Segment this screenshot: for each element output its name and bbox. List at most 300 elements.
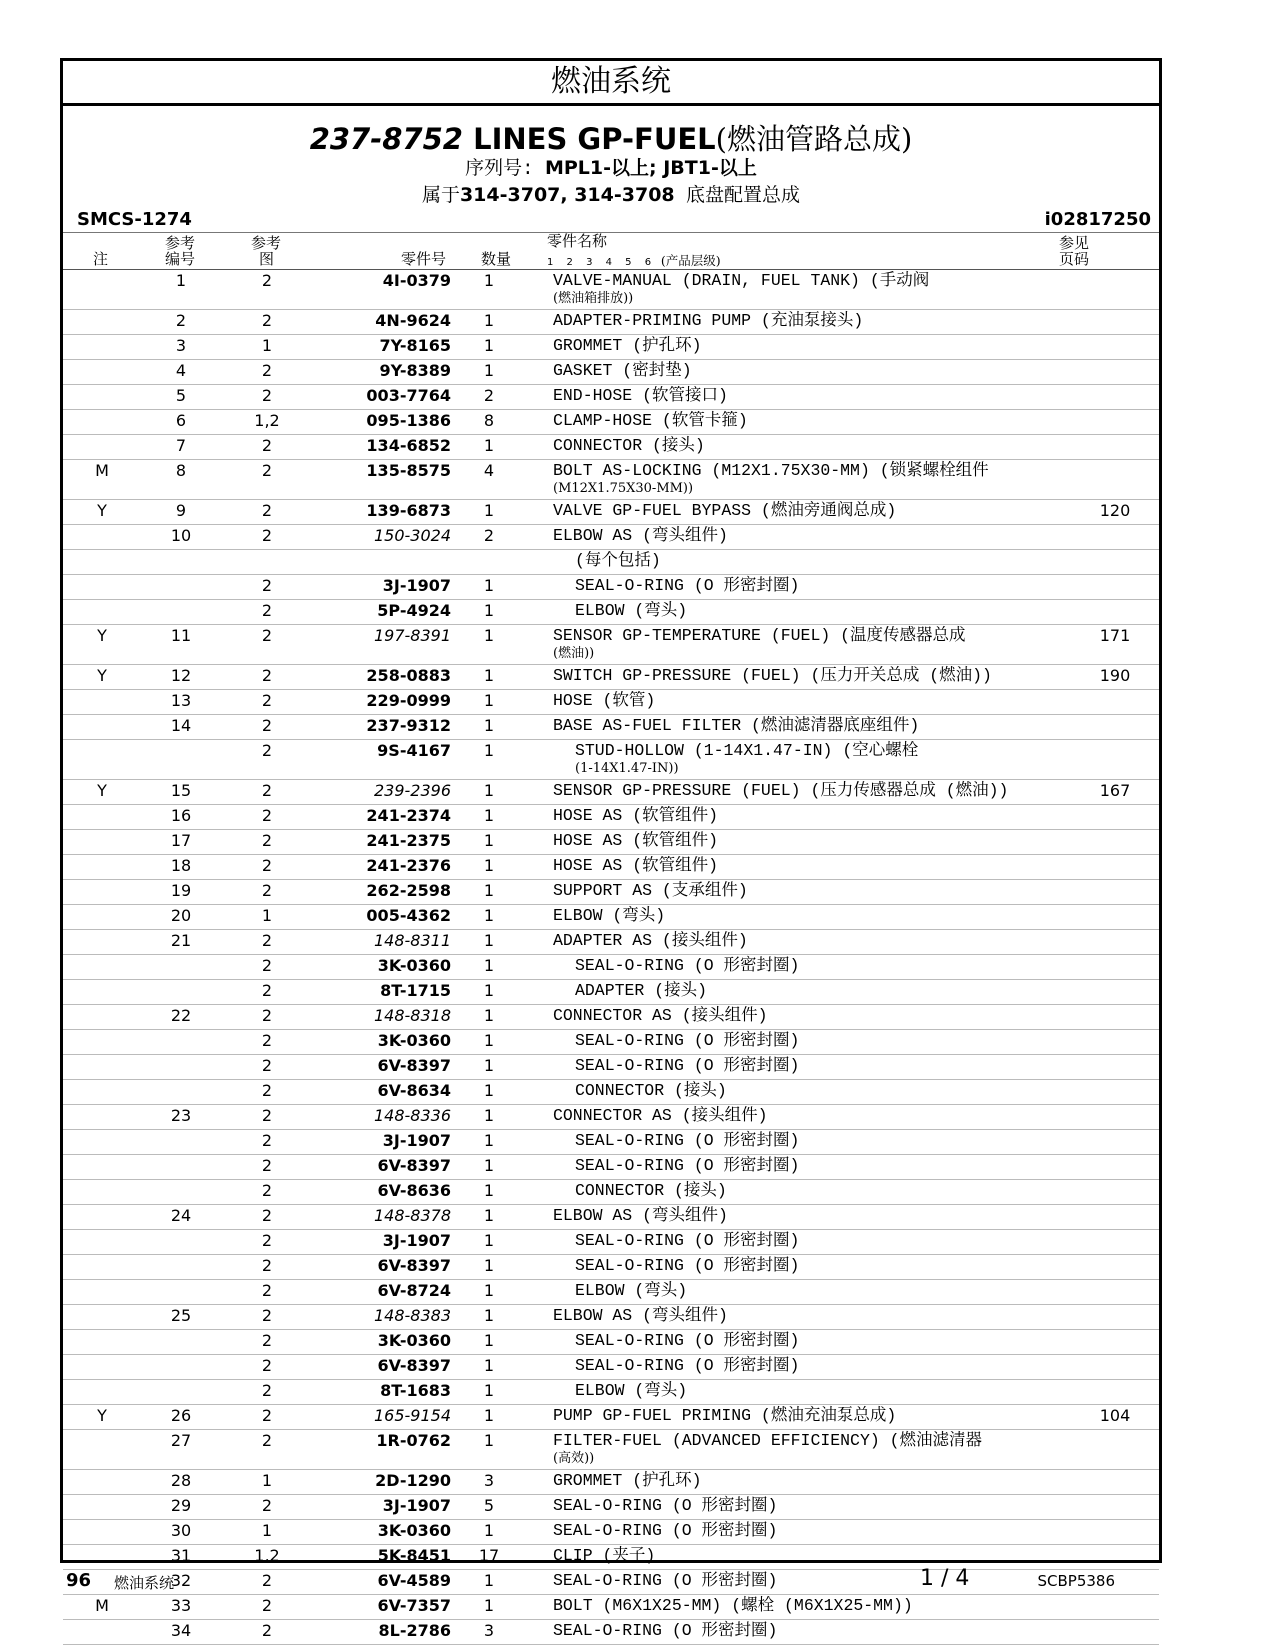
footer-doc-id: SCBP5386 [1037, 1572, 1115, 1590]
cell-see-page [1071, 1130, 1159, 1155]
cell-ref-number [141, 1055, 221, 1080]
cell-quantity: 1 [459, 1105, 519, 1130]
part-name-line: BOLT AS-LOCKING (M12X1.75X30-MM) (锁紧螺栓组件 [553, 461, 989, 480]
part-name-line: ELBOW (弯头) [575, 1381, 688, 1400]
cell-figure: 2 [221, 690, 313, 715]
cell-note [63, 1205, 141, 1230]
belongs-line [63, 182, 1159, 209]
cell-part-number: 6V-8397 [313, 1355, 459, 1380]
cell-quantity: 1 [459, 360, 519, 385]
table-row [63, 435, 1159, 460]
col-ref-top: 参考 [165, 234, 196, 252]
cell-quantity: 1 [459, 1380, 519, 1405]
cell-part-name [519, 270, 1071, 310]
cell-note [63, 980, 141, 1005]
cell-see-page [1071, 690, 1159, 715]
cell-part-name [519, 1355, 1071, 1380]
cell-note [63, 310, 141, 335]
part-name-line: CONNECTOR AS (接头组件) [553, 1106, 768, 1125]
cell-ref-number: 10 [141, 525, 221, 550]
cell-figure: 1,2 [221, 410, 313, 435]
cell-quantity: 1 [459, 715, 519, 740]
cell-part-number: 003-7764 [313, 385, 459, 410]
footer-section: 燃油系统 [114, 1574, 175, 1592]
cell-see-page [1071, 1230, 1159, 1255]
cell-note [63, 905, 141, 930]
table-row [63, 1305, 1159, 1330]
table-row [63, 1080, 1159, 1105]
cell-note [63, 335, 141, 360]
cell-ref-number: 7 [141, 435, 221, 460]
cell-figure: 2 [221, 1355, 313, 1380]
cell-figure: 2 [221, 855, 313, 880]
cell-quantity: 1 [459, 1305, 519, 1330]
col-fig-top: 参考 [251, 234, 282, 252]
cell-part-name [519, 1055, 1071, 1080]
cell-part-number: 148-8336 [313, 1105, 459, 1130]
table-row [63, 460, 1159, 500]
cell-quantity: 1 [459, 575, 519, 600]
table-row [63, 335, 1159, 360]
table-row [63, 310, 1159, 335]
cell-part-number: 262-2598 [313, 880, 459, 905]
cell-see-page [1071, 1205, 1159, 1230]
cell-see-page [1071, 1280, 1159, 1305]
cell-quantity: 1 [459, 955, 519, 980]
cell-see-page: 190 [1071, 665, 1159, 690]
cell-part-number: 8L-2786 [313, 1620, 459, 1645]
cell-part-name [519, 460, 1071, 500]
part-name-line: END-HOSE (软管接口) [553, 386, 728, 405]
cell-figure: 2 [221, 310, 313, 335]
cell-figure: 2 [221, 1180, 313, 1205]
cell-quantity: 5 [459, 1495, 519, 1520]
cell-part-number: 6V-8724 [313, 1280, 459, 1305]
part-name-line: SEAL-O-RING (O 形密封圈) [575, 1156, 800, 1175]
cell-note [63, 855, 141, 880]
cell-note [63, 435, 141, 460]
col-qty: 数量 [481, 250, 512, 268]
document-ident: i02817250 [1044, 209, 1151, 230]
cell-note: M [63, 1595, 141, 1620]
cell-see-page [1071, 410, 1159, 435]
part-name-line: SEAL-O-RING (O 形密封圈) [575, 1356, 800, 1375]
cell-quantity: 1 [459, 665, 519, 690]
cell-part-number: 3J-1907 [313, 1230, 459, 1255]
cell-part-number: 134-6852 [313, 435, 459, 460]
cell-ref-number: 28 [141, 1470, 221, 1495]
cell-note [63, 1470, 141, 1495]
page-footer [0, 1566, 1275, 1600]
part-name-continuation: (燃油)) [553, 646, 595, 661]
cell-ref-number [141, 1080, 221, 1105]
cell-part-number: 095-1386 [313, 410, 459, 435]
cell-figure: 2 [221, 880, 313, 905]
cell-part-name [519, 410, 1071, 435]
cell-see-page [1071, 1380, 1159, 1405]
group-title-en: LINES GP-FUEL [473, 122, 716, 156]
part-name-line: SEAL-O-RING (O 形密封圈) [553, 1621, 778, 1640]
table-row [63, 1005, 1159, 1030]
cell-see-page [1071, 435, 1159, 460]
cell-figure: 2 [221, 930, 313, 955]
table-row [63, 955, 1159, 980]
cell-quantity: 3 [459, 1470, 519, 1495]
cell-see-page: 120 [1071, 500, 1159, 525]
cell-ref-number [141, 1280, 221, 1305]
cell-quantity: 1 [459, 1280, 519, 1305]
cell-figure: 2 [221, 780, 313, 805]
table-row [63, 665, 1159, 690]
cell-quantity: 1 [459, 1355, 519, 1380]
part-name-line: PUMP GP-FUEL PRIMING (燃油充油泵总成) [553, 1406, 897, 1425]
cell-figure: 2 [221, 665, 313, 690]
cell-see-page [1071, 360, 1159, 385]
cell-note [63, 1305, 141, 1330]
cell-part-name [519, 1430, 1071, 1470]
cell-part-number: 148-8318 [313, 1005, 459, 1030]
cell-note [63, 1130, 141, 1155]
cell-quantity: 1 [459, 1230, 519, 1255]
cell-note [63, 1230, 141, 1255]
cell-quantity: 3 [459, 1620, 519, 1645]
cell-quantity: 1 [459, 1080, 519, 1105]
cell-quantity: 1 [459, 310, 519, 335]
cell-part-number: 5P-4924 [313, 600, 459, 625]
cell-figure: 2 [221, 625, 313, 665]
cell-see-page [1071, 1180, 1159, 1205]
cell-quantity: 1 [459, 1520, 519, 1545]
table-row [63, 740, 1159, 780]
cell-note [63, 1080, 141, 1105]
cell-note: M [63, 460, 141, 500]
cell-part-name [519, 500, 1071, 525]
cell-see-page [1071, 980, 1159, 1005]
table-row [63, 1155, 1159, 1180]
cell-see-page [1071, 335, 1159, 360]
cell-figure: 2 [221, 980, 313, 1005]
cell-quantity: 1 [459, 1155, 519, 1180]
cell-quantity: 1 [459, 740, 519, 780]
cell-ref-number: 34 [141, 1620, 221, 1645]
cell-part-name [519, 310, 1071, 335]
cell-note [63, 525, 141, 550]
table-row [63, 1330, 1159, 1355]
cell-ref-number: 26 [141, 1405, 221, 1430]
cell-quantity: 1 [459, 1205, 519, 1230]
cell-figure: 2 [221, 1305, 313, 1330]
cell-part-number: 3K-0360 [313, 955, 459, 980]
cell-see-page [1071, 880, 1159, 905]
cell-figure: 2 [221, 1030, 313, 1055]
cell-quantity: 1 [459, 1055, 519, 1080]
table-row [63, 1180, 1159, 1205]
part-name-line: (每个包括) [575, 551, 661, 570]
column-header [63, 232, 1159, 270]
cell-part-number: 6V-7357 [313, 1595, 459, 1620]
table-row [63, 410, 1159, 435]
part-name-line: SEAL-O-RING (O 形密封圈) [553, 1496, 778, 1515]
footer-page-count: 1 / 4 [920, 1566, 970, 1591]
cell-quantity [459, 550, 519, 575]
cell-see-page [1071, 1105, 1159, 1130]
cell-ref-number: 11 [141, 625, 221, 665]
cell-see-page [1071, 830, 1159, 855]
cell-note [63, 1355, 141, 1380]
cell-figure: 1 [221, 335, 313, 360]
cell-ref-number: 4 [141, 360, 221, 385]
cell-quantity: 1 [459, 500, 519, 525]
cell-quantity: 1 [459, 830, 519, 855]
cell-part-name [519, 360, 1071, 385]
cell-part-name [519, 525, 1071, 550]
part-name-line: CONNECTOR (接头) [575, 1081, 727, 1100]
cell-figure: 2 [221, 1330, 313, 1355]
table-row [63, 980, 1159, 1005]
part-name-line: CONNECTOR AS (接头组件) [553, 1006, 768, 1025]
part-name-line: SEAL-O-RING (O 形密封圈) [575, 1056, 800, 1075]
cell-part-name [519, 1180, 1071, 1205]
cell-part-number: 241-2376 [313, 855, 459, 880]
cell-figure: 2 [221, 1055, 313, 1080]
cell-figure: 2 [221, 1430, 313, 1470]
cell-ref-number: 20 [141, 905, 221, 930]
cell-quantity: 1 [459, 690, 519, 715]
table-row [63, 385, 1159, 410]
cell-quantity: 1 [459, 1255, 519, 1280]
table-row [63, 830, 1159, 855]
cell-see-page [1071, 955, 1159, 980]
part-name-line: BOLT (M6X1X25-MM) (螺栓 (M6X1X25-MM)) [553, 1596, 913, 1615]
cell-part-number: 9Y-8389 [313, 360, 459, 385]
cell-part-name [519, 435, 1071, 460]
cell-figure: 2 [221, 1255, 313, 1280]
cell-note [63, 1330, 141, 1355]
part-name-line: CLIP (夹子) [553, 1546, 656, 1565]
cell-quantity: 1 [459, 880, 519, 905]
cell-part-number: 237-9312 [313, 715, 459, 740]
cell-quantity: 17 [459, 1545, 519, 1570]
cell-part-name [519, 715, 1071, 740]
cell-see-page [1071, 1545, 1159, 1570]
cell-ref-number: 24 [141, 1205, 221, 1230]
cell-ref-number: 29 [141, 1495, 221, 1520]
cell-figure: 2 [221, 500, 313, 525]
table-row [63, 1520, 1159, 1545]
cell-see-page [1071, 855, 1159, 880]
cell-ref-number [141, 1380, 221, 1405]
cell-note [63, 550, 141, 575]
cell-ref-number: 32 [141, 1570, 221, 1595]
cell-note [63, 1055, 141, 1080]
cell-part-name [519, 385, 1071, 410]
document-header [63, 106, 1159, 232]
table-row [63, 1545, 1159, 1570]
cell-see-page: 104 [1071, 1405, 1159, 1430]
col-fig-bottom: 图 [259, 250, 275, 268]
cell-part-name [519, 335, 1071, 360]
cell-note [63, 1155, 141, 1180]
cell-figure: 2 [221, 1105, 313, 1130]
cell-part-number: 3K-0360 [313, 1030, 459, 1055]
cell-quantity: 1 [459, 600, 519, 625]
cell-part-number: 2D-1290 [313, 1470, 459, 1495]
cell-ref-number [141, 600, 221, 625]
cell-ref-number: 22 [141, 1005, 221, 1030]
cell-quantity: 1 [459, 1030, 519, 1055]
cell-quantity: 1 [459, 1595, 519, 1620]
cell-see-page [1071, 1330, 1159, 1355]
cell-part-number: 197-8391 [313, 625, 459, 665]
part-name-line: SEAL-O-RING (O 形密封圈) [575, 1331, 800, 1350]
cell-part-number: 3K-0360 [313, 1330, 459, 1355]
cell-part-name [519, 930, 1071, 955]
cell-part-number: 7Y-8165 [313, 335, 459, 360]
belongs-prefix: 属于 [421, 185, 460, 207]
cell-ref-number [141, 1130, 221, 1155]
cell-part-name [519, 1545, 1071, 1570]
cell-note: Y [63, 625, 141, 665]
table-row [63, 1105, 1159, 1130]
cell-figure: 2 [221, 1405, 313, 1430]
cell-note [63, 385, 141, 410]
part-name-line: ADAPTER-PRIMING PUMP (充油泵接头) [553, 311, 864, 330]
cell-ref-number: 17 [141, 830, 221, 855]
cell-note [63, 1495, 141, 1520]
serial-line [63, 156, 1159, 182]
cell-note [63, 1380, 141, 1405]
table-row [63, 575, 1159, 600]
cell-figure: 2 [221, 1080, 313, 1105]
part-name-continuation: (M12X1.75X30-MM)) [553, 481, 694, 496]
table-row [63, 1470, 1159, 1495]
part-name-line: ELBOW AS (弯头组件) [553, 1206, 728, 1225]
part-name-line: SEAL-O-RING (O 形密封圈) [553, 1521, 778, 1540]
smcs-code: SMCS-1274 [77, 209, 192, 230]
table-row [63, 550, 1159, 575]
col-levels [547, 252, 721, 271]
cell-note [63, 1105, 141, 1130]
cell-part-number: 9S-4167 [313, 740, 459, 780]
cell-ref-number: 6 [141, 410, 221, 435]
cell-figure: 2 [221, 1280, 313, 1305]
col-levels-note: (产品层级) [660, 253, 721, 268]
cell-part-name [519, 740, 1071, 780]
cell-quantity: 1 [459, 435, 519, 460]
cell-part-name [519, 575, 1071, 600]
cell-part-number: 258-0883 [313, 665, 459, 690]
cell-ref-number: 33 [141, 1595, 221, 1620]
part-name-line: SEAL-O-RING (O 形密封圈) [553, 1571, 778, 1590]
table-row [63, 1055, 1159, 1080]
cell-see-page [1071, 1030, 1159, 1055]
part-name-line: GROMMET (护孔环) [553, 1471, 702, 1490]
cell-ref-number: 14 [141, 715, 221, 740]
cell-ref-number: 13 [141, 690, 221, 715]
cell-figure: 2 [221, 805, 313, 830]
col-note: 注 [93, 250, 109, 268]
table-row [63, 1620, 1159, 1645]
cell-note [63, 1520, 141, 1545]
table-row [63, 500, 1159, 525]
cell-part-number: 3J-1907 [313, 1495, 459, 1520]
cell-note [63, 1430, 141, 1470]
cell-note [63, 1620, 141, 1645]
cell-part-name [519, 880, 1071, 905]
part-name-line: VALVE-MANUAL (DRAIN, FUEL TANK) (手动阀 [553, 271, 930, 290]
cell-quantity: 1 [459, 855, 519, 880]
cell-part-number: 3J-1907 [313, 575, 459, 600]
cell-part-name [519, 1230, 1071, 1255]
table-row [63, 880, 1159, 905]
cell-part-name [519, 1495, 1071, 1520]
cell-note [63, 1005, 141, 1030]
cell-part-name [519, 1280, 1071, 1305]
cell-part-number: 135-8575 [313, 460, 459, 500]
cell-ref-number: 2 [141, 310, 221, 335]
cell-part-number: 229-0999 [313, 690, 459, 715]
part-name-line: HOSE AS (软管组件) [553, 831, 719, 850]
part-name-continuation: (燃油箱排放)) [553, 291, 634, 306]
cell-ref-number [141, 1330, 221, 1355]
belongs-suffix: 底盘配置总成 [686, 185, 801, 207]
cell-figure: 1 [221, 1520, 313, 1545]
serial-label: 序列号: [465, 158, 534, 180]
cell-ref-number: 16 [141, 805, 221, 830]
cell-part-name [519, 855, 1071, 880]
cell-figure: 2 [221, 1155, 313, 1180]
part-name-line: ELBOW (弯头) [575, 601, 688, 620]
cell-figure: 2 [221, 600, 313, 625]
cell-part-name [519, 1005, 1071, 1030]
cell-figure: 2 [221, 1620, 313, 1645]
cell-see-page [1071, 1470, 1159, 1495]
cell-see-page [1071, 550, 1159, 575]
cell-part-name [519, 1305, 1071, 1330]
part-name-line: GROMMET (护孔环) [553, 336, 702, 355]
table-row [63, 1495, 1159, 1520]
cell-part-name [519, 625, 1071, 665]
cell-ref-number [141, 550, 221, 575]
cell-part-number: 6V-8397 [313, 1055, 459, 1080]
cell-ref-number: 19 [141, 880, 221, 905]
cell-part-number: 148-8311 [313, 930, 459, 955]
cell-ref-number: 12 [141, 665, 221, 690]
table-row [63, 690, 1159, 715]
table-row [63, 1380, 1159, 1405]
cell-quantity: 1 [459, 805, 519, 830]
cell-part-number: 148-8383 [313, 1305, 459, 1330]
cell-figure: 2 [221, 1595, 313, 1620]
cell-part-number: 005-4362 [313, 905, 459, 930]
cell-figure: 2 [221, 740, 313, 780]
cell-note [63, 805, 141, 830]
cell-see-page [1071, 575, 1159, 600]
part-name-line: SEAL-O-RING (O 形密封圈) [575, 576, 800, 595]
section-title: 燃油系统 [63, 61, 1159, 106]
cell-note [63, 880, 141, 905]
group-title-cn: (燃油管路总成) [715, 122, 913, 156]
cell-part-name [519, 905, 1071, 930]
cell-part-name [519, 1520, 1071, 1545]
cell-note: Y [63, 1405, 141, 1430]
table-row [63, 1355, 1159, 1380]
cell-part-name [519, 1380, 1071, 1405]
cell-part-number: 239-2396 [313, 780, 459, 805]
cell-see-page [1071, 1255, 1159, 1280]
cell-ref-number [141, 1255, 221, 1280]
cell-ref-number [141, 1230, 221, 1255]
